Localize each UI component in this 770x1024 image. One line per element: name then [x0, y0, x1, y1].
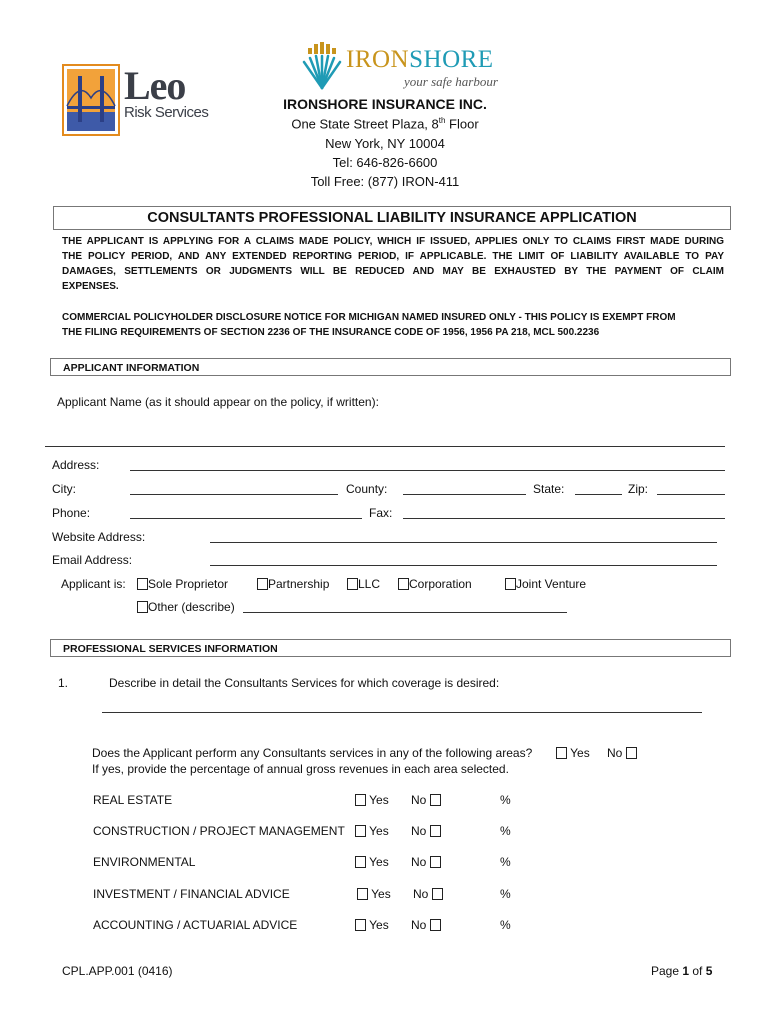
disclaimer-line: THE APPLICANT IS APPLYING FOR A CLAIMS MADE POLICY, WHICH IF ISSUED, APPLIES ONLY TO CLAIMS FIRST MADE DURING: [62, 236, 724, 247]
page-prefix: Page: [651, 964, 683, 978]
question-1-text: Describe in detail the Consultants Services for which coverage is desired:: [109, 676, 500, 690]
checkbox[interactable]: [357, 888, 368, 900]
leo-logo-sub: Risk Services: [124, 104, 209, 121]
form-title: CONSULTANTS PROFESSIONAL LIABILITY INSURANCE APPLICATION: [53, 206, 731, 230]
disclaimer-line: DAMAGES, SETTLEMENTS OR JUDGMENTS WILL BE REDUCED AND MAY BE EXHAUSTED BY THE PAYMENT OF CLAIM: [62, 266, 724, 277]
area-yes-option[interactable]: [357, 887, 391, 901]
area-label: ACCOUNTING / ACTUARIAL ADVICE: [93, 918, 298, 932]
checkbox[interactable]: [355, 856, 366, 868]
no-label: No: [411, 824, 427, 838]
question-1-number: 1.: [58, 676, 69, 690]
area-percent[interactable]: %: [500, 887, 511, 901]
page-total: 5: [705, 964, 713, 978]
area-no-option[interactable]: [413, 887, 443, 901]
checkbox[interactable]: [505, 578, 516, 590]
website-field[interactable]: [210, 542, 717, 543]
state-field[interactable]: [575, 494, 622, 495]
checkbox[interactable]: [355, 825, 366, 837]
fax-label: Fax:: [369, 506, 393, 520]
phone-label: Phone:: [52, 506, 91, 520]
applicant-name-field[interactable]: [45, 446, 725, 447]
entity-option-sole-proprietor[interactable]: [137, 577, 228, 591]
yes-label: Yes: [369, 855, 389, 869]
ironshore-sunburst-icon: [300, 42, 348, 90]
email-label: Email Address:: [52, 553, 133, 567]
email-field[interactable]: [210, 565, 717, 566]
entity-option-other[interactable]: [137, 600, 235, 614]
services-info-header: PROFESSIONAL SERVICES INFORMATION: [50, 639, 731, 657]
checkbox[interactable]: [432, 888, 443, 900]
phone-field[interactable]: [130, 518, 362, 519]
entity-option-joint-venture[interactable]: [505, 577, 586, 591]
michigan-notice-line: COMMERCIAL POLICYHOLDER DISCLOSURE NOTICE FOR MICHIGAN NAMED INSURED ONLY - THIS POLICY IS EXEMPT FROM: [62, 312, 676, 323]
checkbox[interactable]: [398, 578, 409, 590]
area-no-option[interactable]: [411, 855, 441, 869]
area-percent[interactable]: %: [500, 793, 511, 807]
insurer-address-2: New York, NY 10004: [325, 136, 445, 151]
yes-label: Yes: [369, 824, 389, 838]
area-no-option[interactable]: [411, 793, 441, 807]
area-yes-option[interactable]: [355, 855, 389, 869]
page-number: [651, 964, 712, 978]
entity-option-label: Corporation: [409, 577, 472, 591]
state-label: State:: [533, 482, 565, 496]
entity-option-label: Partnership: [268, 577, 330, 591]
disclaimer-line: THE POLICY PERIOD, AND ANY EXTENDED REPORTING PERIOD, IF APPLICABLE. THE LIMIT OF LIABILITY AVAILABLE TO PAY: [62, 251, 724, 262]
insurer-tollfree: Toll Free: (877) IRON-411: [310, 174, 460, 189]
county-label: County:: [346, 482, 388, 496]
no-label: No: [411, 793, 427, 807]
zip-field[interactable]: [657, 494, 725, 495]
area-percent[interactable]: %: [500, 918, 511, 932]
yes-label: Yes: [369, 918, 389, 932]
checkbox[interactable]: [626, 747, 637, 759]
checkbox[interactable]: [355, 919, 366, 931]
leo-logo-name: Leo: [124, 63, 186, 108]
checkbox[interactable]: [137, 578, 148, 590]
insurer-block: [235, 96, 535, 193]
areas-yes-option[interactable]: [556, 746, 590, 760]
checkbox[interactable]: [556, 747, 567, 759]
area-row-construction: [0, 824, 770, 840]
entity-option-label: LLC: [358, 577, 381, 591]
county-field[interactable]: [403, 494, 526, 495]
city-label: City:: [52, 482, 76, 496]
ironshore-logo: [300, 42, 500, 92]
yes-label: Yes: [369, 793, 389, 807]
checkbox[interactable]: [137, 601, 148, 613]
address-label: Address:: [52, 458, 100, 472]
areas-subtext: If yes, provide the percentage of annual gross revenues in each area selected.: [92, 762, 509, 776]
insurer-address-1-sup: th: [438, 116, 446, 125]
applicant-is-label: Applicant is:: [61, 577, 126, 591]
checkbox[interactable]: [430, 856, 441, 868]
zip-label: Zip:: [628, 482, 649, 496]
insurer-tel: Tel: 646-826-6600: [332, 155, 438, 170]
yes-label: Yes: [371, 887, 391, 901]
area-row-investment: [0, 887, 770, 903]
insurer-address-1: [235, 116, 535, 136]
page-of: of: [689, 964, 706, 978]
yes-label: Yes: [570, 746, 590, 760]
checkbox[interactable]: [430, 794, 441, 806]
area-yes-option[interactable]: [355, 793, 389, 807]
area-label: REAL ESTATE: [93, 793, 173, 807]
michigan-notice: [62, 310, 724, 340]
question-1-answer-field[interactable]: [102, 712, 702, 713]
checkbox[interactable]: [347, 578, 358, 590]
insurer-address-1-post: Floor: [445, 116, 479, 132]
leo-logo: [62, 64, 212, 136]
areas-question: Does the Applicant perform any Consultants services in any of the following areas?: [92, 746, 533, 760]
no-label: No: [411, 855, 427, 869]
checkbox[interactable]: [257, 578, 268, 590]
ironshore-wordmark-iron: IRON: [346, 46, 410, 73]
checkbox[interactable]: [430, 825, 441, 837]
checkbox[interactable]: [355, 794, 366, 806]
insurer-name: IRONSHORE INSURANCE INC.: [283, 96, 487, 112]
area-yes-option[interactable]: [355, 918, 389, 932]
no-label: No: [411, 918, 427, 932]
page-current: 1: [682, 964, 690, 978]
area-label: CONSTRUCTION / PROJECT MANAGEMENT: [93, 824, 345, 838]
area-no-option[interactable]: [411, 824, 441, 838]
checkbox[interactable]: [430, 919, 441, 931]
areas-no-option[interactable]: [607, 746, 637, 760]
area-label: INVESTMENT / FINANCIAL ADVICE: [93, 887, 290, 901]
entity-option-label: Joint Venture: [516, 577, 587, 591]
entity-option-partnership[interactable]: [257, 577, 329, 591]
address-field[interactable]: [130, 470, 725, 471]
area-label: ENVIRONMENTAL: [93, 855, 196, 869]
applicant-info-header: APPLICANT INFORMATION: [50, 358, 731, 376]
ironshore-wordmark: [346, 46, 494, 74]
entity-option-corporation[interactable]: [398, 577, 472, 591]
michigan-notice-line: THE FILING REQUIREMENTS OF SECTION 2236 OF THE INSURANCE CODE OF 1956, 1956 PA 218, MCL 500.2236: [62, 327, 600, 338]
leo-bridge-icon: [62, 64, 120, 136]
insurer-address-1-pre: One State Street Plaza, 8: [291, 116, 439, 132]
area-percent[interactable]: %: [500, 824, 511, 838]
area-percent[interactable]: %: [500, 855, 511, 869]
form-code: CPL.APP.001 (0416): [62, 964, 173, 978]
other-describe-field[interactable]: [243, 612, 567, 613]
entity-option-label: Other (describe): [148, 600, 235, 614]
city-field[interactable]: [130, 494, 338, 495]
ironshore-wordmark-shore: SHORE: [409, 46, 494, 73]
website-label: Website Address:: [52, 530, 146, 544]
no-label: No: [607, 746, 623, 760]
area-row-environmental: [0, 855, 770, 871]
ironshore-tagline: your safe harbour: [404, 74, 498, 89]
no-label: No: [413, 887, 429, 901]
entity-option-label: Sole Proprietor: [148, 577, 229, 591]
area-no-option[interactable]: [411, 918, 441, 932]
area-yes-option[interactable]: [355, 824, 389, 838]
area-row-accounting: [0, 918, 770, 934]
entity-option-llc[interactable]: [347, 577, 380, 591]
area-row-real-estate: [0, 793, 770, 809]
fax-field[interactable]: [403, 518, 725, 519]
applicant-name-label: Applicant Name (as it should appear on the policy, if written):: [57, 395, 379, 409]
claims-made-disclaimer: [62, 234, 724, 294]
disclaimer-line: EXPENSES.: [62, 281, 119, 292]
